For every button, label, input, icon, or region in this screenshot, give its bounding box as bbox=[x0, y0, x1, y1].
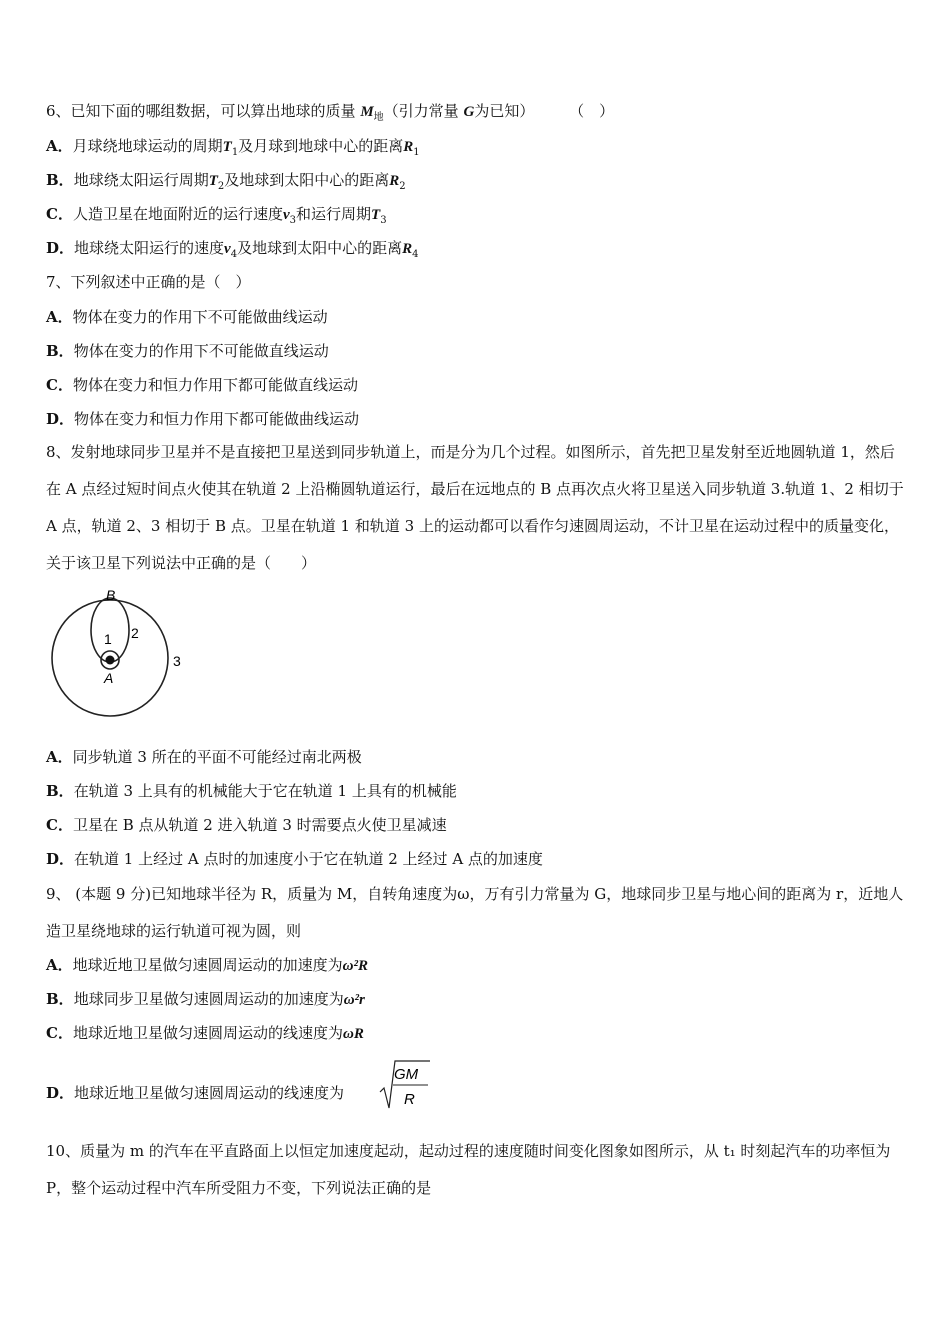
q10-stem: 10、质量为 m 的汽车在平直路面上以恒定加速度起动，起动过程的速度随时间变化图象如图所示，从 t₁ 时刻起汽车的功率恒为 P，整个运动过程中汽车所受阻力不变，下列说法正确的是 bbox=[46, 1142, 891, 1197]
q8-stem: 8、发射地球同步卫星并不是直接把卫星送到同步轨道上，而是分为几个过程。如图所示，首先把卫星发射至近地圆轨道 1，然后在 A 点经过短时间点火使其在轨道 2 上沿椭圆轨道运行，最后在远地点的 B 点再次点火将卫星送入同步轨道 3.轨道 1、2 相切于 A 点，轨道 2、3 相切于 B 点。卫星在轨道 1 和轨道 3 上的运动都可以看作匀速圆周运动，不计卫星在运动过程中的质量变化，关于该卫星下列说法中正确的是（ ） bbox=[46, 443, 904, 572]
q6-option-c: C．人造卫星在地面附近的运行速度$v_3$和运行周期$T_3$ bbox=[46, 205, 387, 226]
q9-option-b: B．地球同步卫星做匀速圆周运动的加速度为ω²r bbox=[46, 990, 365, 1008]
q9-option-a: A．地球近地卫星做匀速圆周运动的加速度为ω²R bbox=[46, 956, 369, 974]
label-1: 1 bbox=[104, 631, 112, 647]
q7-option-a: A．物体在变力的作用下不可能做曲线运动 bbox=[46, 308, 328, 326]
q8-option-b: B．在轨道 3 上具有的机械能大于它在轨道 1 上具有的机械能 bbox=[46, 782, 457, 800]
q9-stem: 9、 (本题 9 分)已知地球半径为 R，质量为 M，自转角速度为ω，万有引力常量为 G，地球同步卫星与地心间的距离为 r，近地人造卫星绕地球的运行轨道可视为圆，则 bbox=[46, 885, 904, 940]
fraction-denominator: R bbox=[404, 1091, 415, 1108]
orbit-diagram bbox=[46, 586, 196, 726]
q9-option-d: D．地球近地卫星做匀速圆周运动的线速度为 bbox=[46, 1084, 345, 1102]
label-b: B bbox=[106, 587, 116, 603]
q7-stem: 7、下列叙述中正确的是（ ） bbox=[46, 273, 251, 291]
fraction-numerator: GM bbox=[394, 1066, 419, 1083]
q7-option-b: B．物体在变力的作用下不可能做直线运动 bbox=[46, 342, 329, 360]
earth-dot bbox=[106, 656, 115, 665]
q7-option-c: C．物体在变力和恒力作用下都可能做直线运动 bbox=[46, 376, 358, 394]
label-a: A bbox=[104, 670, 114, 686]
label-3: 3 bbox=[173, 653, 181, 669]
q6-option-a: A．月球绕地球运动的周期$T_1$及月球到地球中心的距离$R_1$ bbox=[46, 137, 420, 158]
q6-stem: 6、已知下面的哪组数据，可以算出地球的质量 $M_地$（引力常量 G为已知） （ ） bbox=[46, 102, 615, 123]
label-2: 2 bbox=[131, 625, 139, 641]
q9-option-c: C．地球近地卫星做匀速圆周运动的线速度为ωR bbox=[46, 1024, 364, 1042]
q6-option-b: B．地球绕太阳运行周期$T_2$及地球到太阳中心的距离$R_2$ bbox=[46, 171, 406, 192]
q7-option-d: D．物体在变力和恒力作用下都可能做曲线运动 bbox=[46, 410, 360, 428]
q8-option-a: A．同步轨道 3 所在的平面不可能经过南北两极 bbox=[46, 748, 362, 766]
sqrt-gm-over-r bbox=[378, 1058, 432, 1112]
q8-option-d: D．在轨道 1 上经过 A 点时的加速度小于它在轨道 2 上经过 A 点的加速度 bbox=[46, 850, 543, 868]
q6-option-d: D．地球绕太阳运行的速度$v_4$及地球到太阳中心的距离$R_4$ bbox=[46, 239, 419, 260]
orbit-2-ellipse bbox=[91, 598, 129, 662]
q8-option-c: C．卫星在 B 点从轨道 2 进入轨道 3 时需要点火使卫星减速 bbox=[46, 816, 447, 834]
